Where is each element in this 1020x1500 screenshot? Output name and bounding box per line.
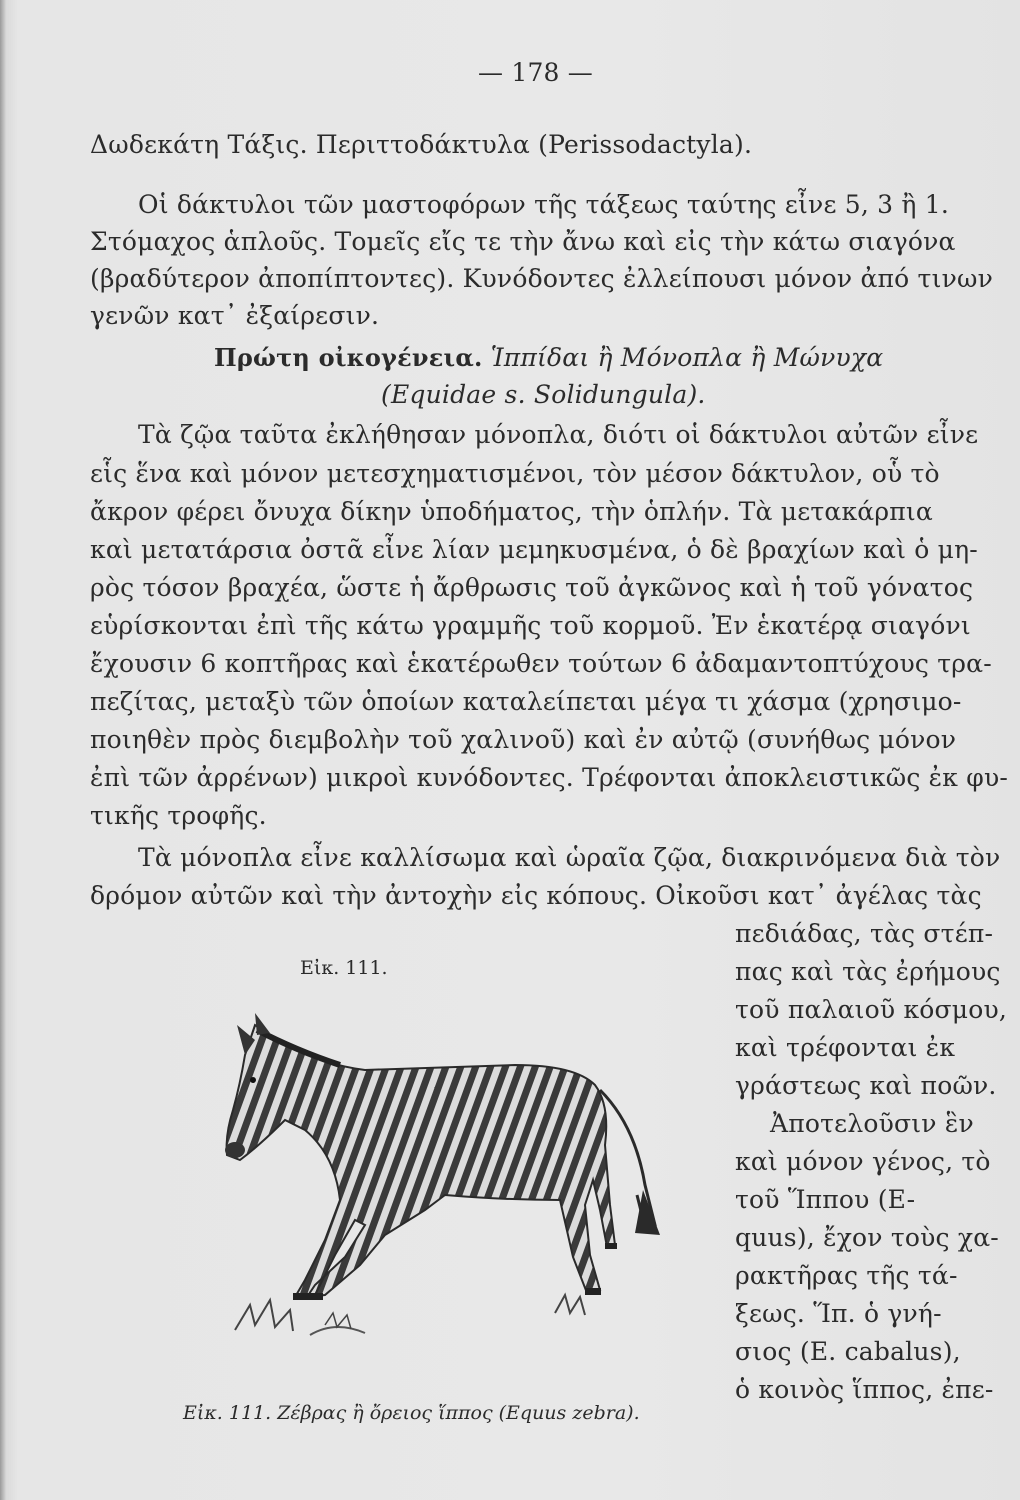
para1-line: γενῶν κατ᾽ ἐξαίρεσιν. (90, 301, 380, 330)
column-line: πας καὶ τὰς ἐρήμους (735, 957, 1001, 986)
column-line: σιος (E. cabalus), (735, 1337, 961, 1366)
para2-line: καὶ μετατάρσια ὀστᾶ εἶνε λίαν μεμηκυσμένα, ὁ δὲ βραχίων καὶ ὁ μη- (90, 535, 978, 564)
column-line: πεδιάδας, τὰς στέπ- (735, 919, 994, 948)
column-line: ρακτῆρας τῆς τά- (735, 1261, 958, 1290)
family-heading-italic: Ἱππίδαι ἢ Μόνοπλα ἢ Μώνυχα (490, 343, 884, 372)
column-line: ὁ κοινὸς ἵππος, ἐπε- (735, 1375, 994, 1404)
para2-line: ἐπὶ τῶν ἀρρένων) μικροὶ κυνόδοντες. Τρέφονται ἀποκλειστικῶς ἐκ φυ- (90, 763, 1009, 792)
page-number: — 178 — (478, 58, 594, 87)
column-line: τοῦ παλαιοῦ κόσμου, (735, 995, 1008, 1024)
para1-line: Στόμαχος ἁπλοῦς. Τομεῖς εἴς τε τὴν ἄνω καὶ εἰς τὴν κάτω σιαγόνα (90, 227, 956, 256)
figure-caption (183, 1402, 640, 1424)
column-line: τοῦ Ἵππου (E- (735, 1185, 916, 1214)
para2-line: πεζίτας, μεταξὺ τῶν ὁποίων καταλείπεται μέγα τι χάσμα (χρησιμο- (90, 687, 962, 716)
order-heading: Δωδεκάτη Τάξις. Περιττοδάκτυλα (Perissodactyla). (90, 130, 753, 159)
para1-line: (βραδύτερον ἀποπίπτοντες). Κυνόδοντες ἐλλείπουσι μόνον ἀπό τινων (90, 264, 993, 293)
para2-line: ἄκρον φέρει ὄνυχα δίκην ὑποδήματος, τὴν ὁπλήν. Τὰ μετακάρπια (90, 497, 933, 526)
column-line: ξεως. Ἵπ. ὁ γνή- (735, 1299, 942, 1328)
para2-line: τικῆς τροφῆς. (90, 801, 267, 830)
column-line: quus), ἔχον τοὺς χα- (735, 1223, 999, 1252)
column-line: καὶ μόνον γένος, τὸ (735, 1147, 991, 1176)
caption-text: Ζέβρας ἢ ὄρειος ἵππος (Equus zebra). (277, 1402, 640, 1424)
column-line: καὶ τρέφονται ἐκ (735, 1033, 956, 1062)
family-heading (214, 343, 883, 372)
para2-line: ἔχουσιν 6 κοπτῆρας καὶ ἑκατέρωθεν τούτων 6 ἀδαμαντοπτύχους τρα- (90, 649, 992, 678)
figure-label: Εἰκ. 111. (300, 957, 388, 979)
para2-line: ποιηθὲν πρὸς διεμβολὴν τοῦ χαλινοῦ) καὶ ἐν αὐτῷ (συνήθως μόνον (90, 725, 957, 754)
para1-line: Οἱ δάκτυλοι τῶν μαστοφόρων τῆς τάξεως ταύτης εἶνε 5, 3 ἢ 1. (138, 190, 949, 219)
para2-line: Τὰ ζῷα ταῦτα ἐκλήθησαν μόνοπλα, διότι οἱ δάκτυλοι αὐτῶν εἶνε (138, 420, 979, 449)
caption-number: Εἰκ. 111. (183, 1402, 272, 1424)
para2-line: ρὸς τόσον βραχέα, ὥστε ἡ ἄρθρωσις τοῦ ἀγκῶνος καὶ ἡ τοῦ γόνατος (90, 573, 974, 602)
family-heading-latin: (Equidae s. Solidungula). (381, 380, 706, 409)
zebra-illustration (215, 995, 690, 1355)
column-line: γράστεως καὶ ποῶν. (735, 1071, 997, 1100)
page-edge (0, 0, 6, 1500)
para3-line: δρόμον αὐτῶν καὶ τὴν ἀντοχὴν εἰς κόπους. Οἰκοῦσι κατ᾽ ἀγέλας τὰς (90, 881, 982, 910)
para3-line: Τὰ μόνοπλα εἶνε καλλίσωμα καὶ ὡραῖα ζῷα, διακρινόμενα διὰ τὸν (138, 843, 1001, 872)
column-line: Ἀποτελοῦσιν ἓν (770, 1109, 974, 1138)
para2-line: εὑρίσκονται ἐπὶ τῆς κάτω γραμμῆς τοῦ κορμοῦ. Ἐν ἑκατέρᾳ σιαγόνι (90, 611, 971, 640)
family-heading-bold: Πρώτη οἰκογένεια. (214, 343, 483, 372)
para2-line: εἷς ἕνα καὶ μόνον μετεσχηματισμένοι, τὸν μέσον δάκτυλον, οὗ τὸ (90, 459, 940, 488)
